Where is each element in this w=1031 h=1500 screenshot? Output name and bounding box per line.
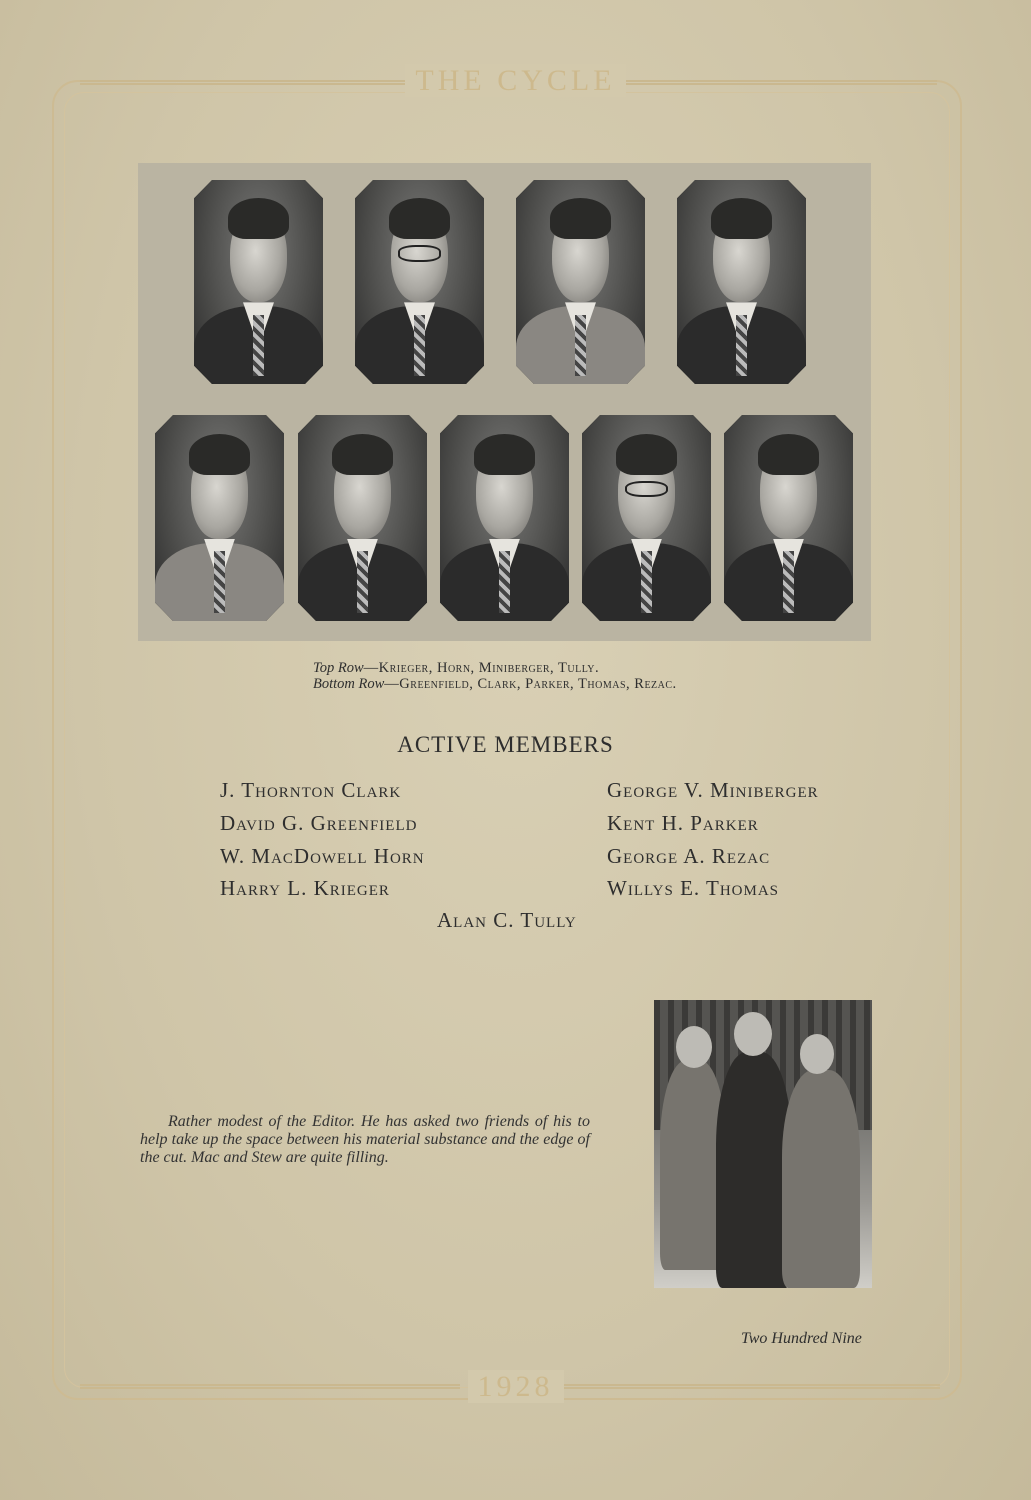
photo-caption: [313, 660, 873, 692]
member-name: J. Thornton Clark: [220, 778, 402, 802]
portrait-parker: [440, 415, 569, 621]
member-name-center: Alan C. Tully: [437, 908, 577, 932]
portrait-rezac: [724, 415, 853, 621]
portrait-horn: [355, 180, 484, 384]
member-name: David G. Greenfield: [220, 811, 418, 835]
caption-top-label: Top Row: [313, 660, 364, 676]
member-name: George V. Miniberger: [607, 778, 819, 802]
member-name: Willys E. Thomas: [607, 876, 780, 900]
member-name: W. MacDowell Horn: [220, 844, 425, 868]
caption-top-names: —Krieger, Horn, Miniberger, Tully.: [363, 660, 600, 676]
portrait-tully: [677, 180, 806, 384]
portrait-clark: [298, 415, 427, 621]
caption-bottom-row: [313, 676, 873, 692]
member-portraits-panel: [138, 163, 871, 641]
editor-note: Rather modest of the Editor. He has asked two friends of his to help take up the space between his material substance and the edge of the cut. Mac and Stew are quite filling.: [140, 1113, 590, 1166]
caption-bottom-names: —Greenfield, Clark, Parker, Thomas, Rezac.: [384, 676, 677, 692]
caption-bottom-label: Bottom Row: [313, 676, 385, 692]
page-number: Two Hundred Nine: [741, 1330, 862, 1347]
portrait-greenfield: [155, 415, 284, 621]
portrait-thomas: [582, 415, 711, 621]
running-header: THE CYCLE: [0, 64, 1031, 98]
snapshot-photo: [654, 1000, 872, 1288]
portrait-krieger: [194, 180, 323, 384]
member-name: George A. Rezac: [607, 844, 771, 868]
running-footer: 1928: [0, 1370, 1031, 1404]
caption-top-row: [313, 660, 873, 676]
member-name: Kent H. Parker: [607, 811, 759, 835]
portrait-miniberger: [516, 180, 645, 384]
section-title: ACTIVE MEMBERS: [397, 732, 614, 757]
member-name: Harry L. Krieger: [220, 876, 390, 900]
